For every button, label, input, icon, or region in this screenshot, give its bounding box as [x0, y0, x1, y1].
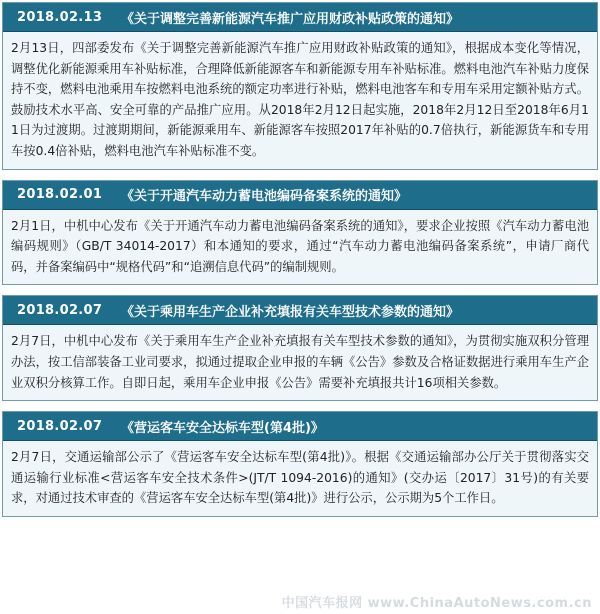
- notice-title[interactable]: 《关于开通汽车动力蓄电池编码备案系统的通知》: [121, 189, 408, 205]
- notice-date: 2018.02.13: [17, 9, 103, 25]
- notice-header: [3, 296, 597, 325]
- notice-title[interactable]: 《关于调整完善新能源汽车推广应用财政补贴政策的通知》: [121, 11, 460, 27]
- notice-date: 2018.02.07: [17, 302, 103, 318]
- notice-card: [2, 180, 598, 286]
- notice-header: [3, 3, 597, 32]
- notice-header: [3, 412, 597, 441]
- notice-body: 2月1日，中机中心发布《关于开通汽车动力蓄电池编码备案系统的通知》，要求企业按照《汽车动力蓄电池编码规则》（GB/T 34014-2017）和本通知的要求，通过“汽车动力蓄电池编码备案系统”，申请厂商代码，并备案编码中“规格代码”和“追溯信息代码”的编制规则。: [11, 218, 589, 274]
- notice-title[interactable]: 《营运客车安全达标车型(第4批)》: [121, 420, 324, 436]
- notice-title[interactable]: 《关于乘用车生产企业补充填报有关车型技术参数的通知》: [121, 304, 460, 320]
- notice-date: 2018.02.07: [17, 418, 103, 434]
- notice-header: [3, 181, 597, 210]
- notice-body: 2月7日，交通运输部公示了《营运客车安全达标车型(第4批)》。根据《交通运输部办公厅关于贯彻落实交通运输行业标准<营运客车安全技术条件>(JT/T 1094-2016)的通知》(交办运〔2017〕31号)的有关要求，对通过技术审查的《营运客车安全达标车型(第4批)》进行公示，公示期为5个工作日。: [11, 450, 589, 506]
- notice-body: 2月7日，中机中心发布《关于乘用车生产企业补充填报有关车型技术参数的通知》，为贯彻实施双积分管理办法，按工信部装备工业司要求，拟通过提取企业申报的车辆《公告》参数及合格证数据进行乘用车生产企业双积分核算工作。自即日起，乘用车企业申报《公告》需要补充填报共计16项相关参数。: [11, 334, 589, 390]
- notice-card: [2, 411, 598, 517]
- notice-body: 2月13日，四部委发布《关于调整完善新能源汽车推广应用财政补贴政策的通知》，根据成本变化等情况，调整优化新能源乘用车补贴标准，合理降低新能源客车和新能源专用车补贴标准。燃料电池汽车补贴力度保持不变，燃料电池乘用车按燃料电池系统的额定功率进行补贴，燃料电池客车和专用车采用定额补贴方式。鼓励技术水平高、安全可靠的产品推广应用。从2018年2月12日起实施，2018年2月12日至2018年6月11日为过渡期。过渡期期间，新能源乘用车、新能源客车按照2017年补贴的0.7倍执行，新能源货车和专用车按0.4倍补贴，燃料电池汽车补贴标准不变。: [11, 41, 589, 158]
- watermark: 中国汽车报网 www.ChinaAutoNews.com.cn: [281, 596, 592, 611]
- notice-date: 2018.02.01: [17, 187, 103, 203]
- notice-list: [2, 2, 598, 527]
- notice-card: [2, 2, 598, 170]
- notice-card: [2, 295, 598, 401]
